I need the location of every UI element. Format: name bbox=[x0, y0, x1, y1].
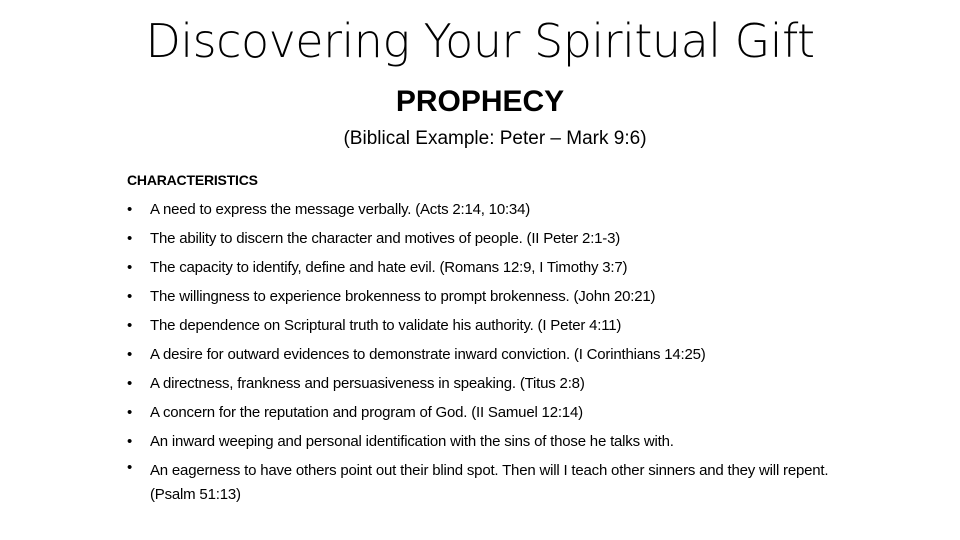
bullet-icon: • bbox=[127, 259, 133, 276]
list-item-text: An eagerness to have others point out their blind spot. Then will I teach other sinners and they will repent. (Psalm 51:13) bbox=[150, 462, 829, 503]
bullet-icon: • bbox=[127, 404, 133, 421]
list-item bbox=[127, 195, 847, 224]
list-item bbox=[127, 398, 847, 427]
list-item bbox=[127, 369, 847, 398]
list-item-text: A directness, frankness and persuasiveness in speaking. (Titus 2:8) bbox=[150, 375, 585, 392]
bullet-icon: • bbox=[127, 317, 133, 334]
list-item-text: A need to express the message verbally. (Acts 2:14, 10:34) bbox=[150, 201, 531, 218]
bullet-icon: • bbox=[127, 230, 133, 247]
list-item-text: The capacity to identify, define and hate evil. (Romans 12:9, I Timothy 3:7) bbox=[150, 259, 628, 276]
slide-subtitle: PROPHECY bbox=[395, 85, 565, 118]
list-item bbox=[127, 456, 847, 507]
biblical-example: (Biblical Example: Peter – Mark 9:6) bbox=[343, 128, 647, 149]
list-item bbox=[127, 224, 847, 253]
bullet-icon: • bbox=[127, 433, 133, 450]
characteristics-list bbox=[127, 195, 847, 507]
section-heading: CHARACTERISTICS bbox=[127, 172, 258, 188]
bullet-icon: • bbox=[127, 288, 133, 305]
list-item-text: The ability to discern the character and motives of people. (II Peter 2:1-3) bbox=[150, 230, 621, 247]
slide-title: Discovering Your Spiritual Gift bbox=[145, 14, 815, 68]
list-item-text: An inward weeping and personal identification with the sins of those he talks with. bbox=[150, 433, 674, 450]
list-item-text: A desire for outward evidences to demonstrate inward conviction. (I Corinthians 14:25) bbox=[150, 346, 706, 363]
list-item bbox=[127, 253, 847, 282]
bullet-icon: • bbox=[127, 375, 133, 392]
list-item bbox=[127, 282, 847, 311]
list-item-text: The dependence on Scriptural truth to validate his authority. (I Peter 4:11) bbox=[150, 317, 622, 334]
list-item bbox=[127, 311, 847, 340]
list-item bbox=[127, 340, 847, 369]
bullet-icon: • bbox=[127, 459, 133, 476]
list-item-text: A concern for the reputation and program of God. (II Samuel 12:14) bbox=[150, 404, 583, 421]
bullet-icon: • bbox=[127, 201, 133, 218]
list-item bbox=[127, 427, 847, 456]
bullet-icon: • bbox=[127, 346, 133, 363]
list-item-text: The willingness to experience brokenness to prompt brokenness. (John 20:21) bbox=[150, 288, 656, 305]
